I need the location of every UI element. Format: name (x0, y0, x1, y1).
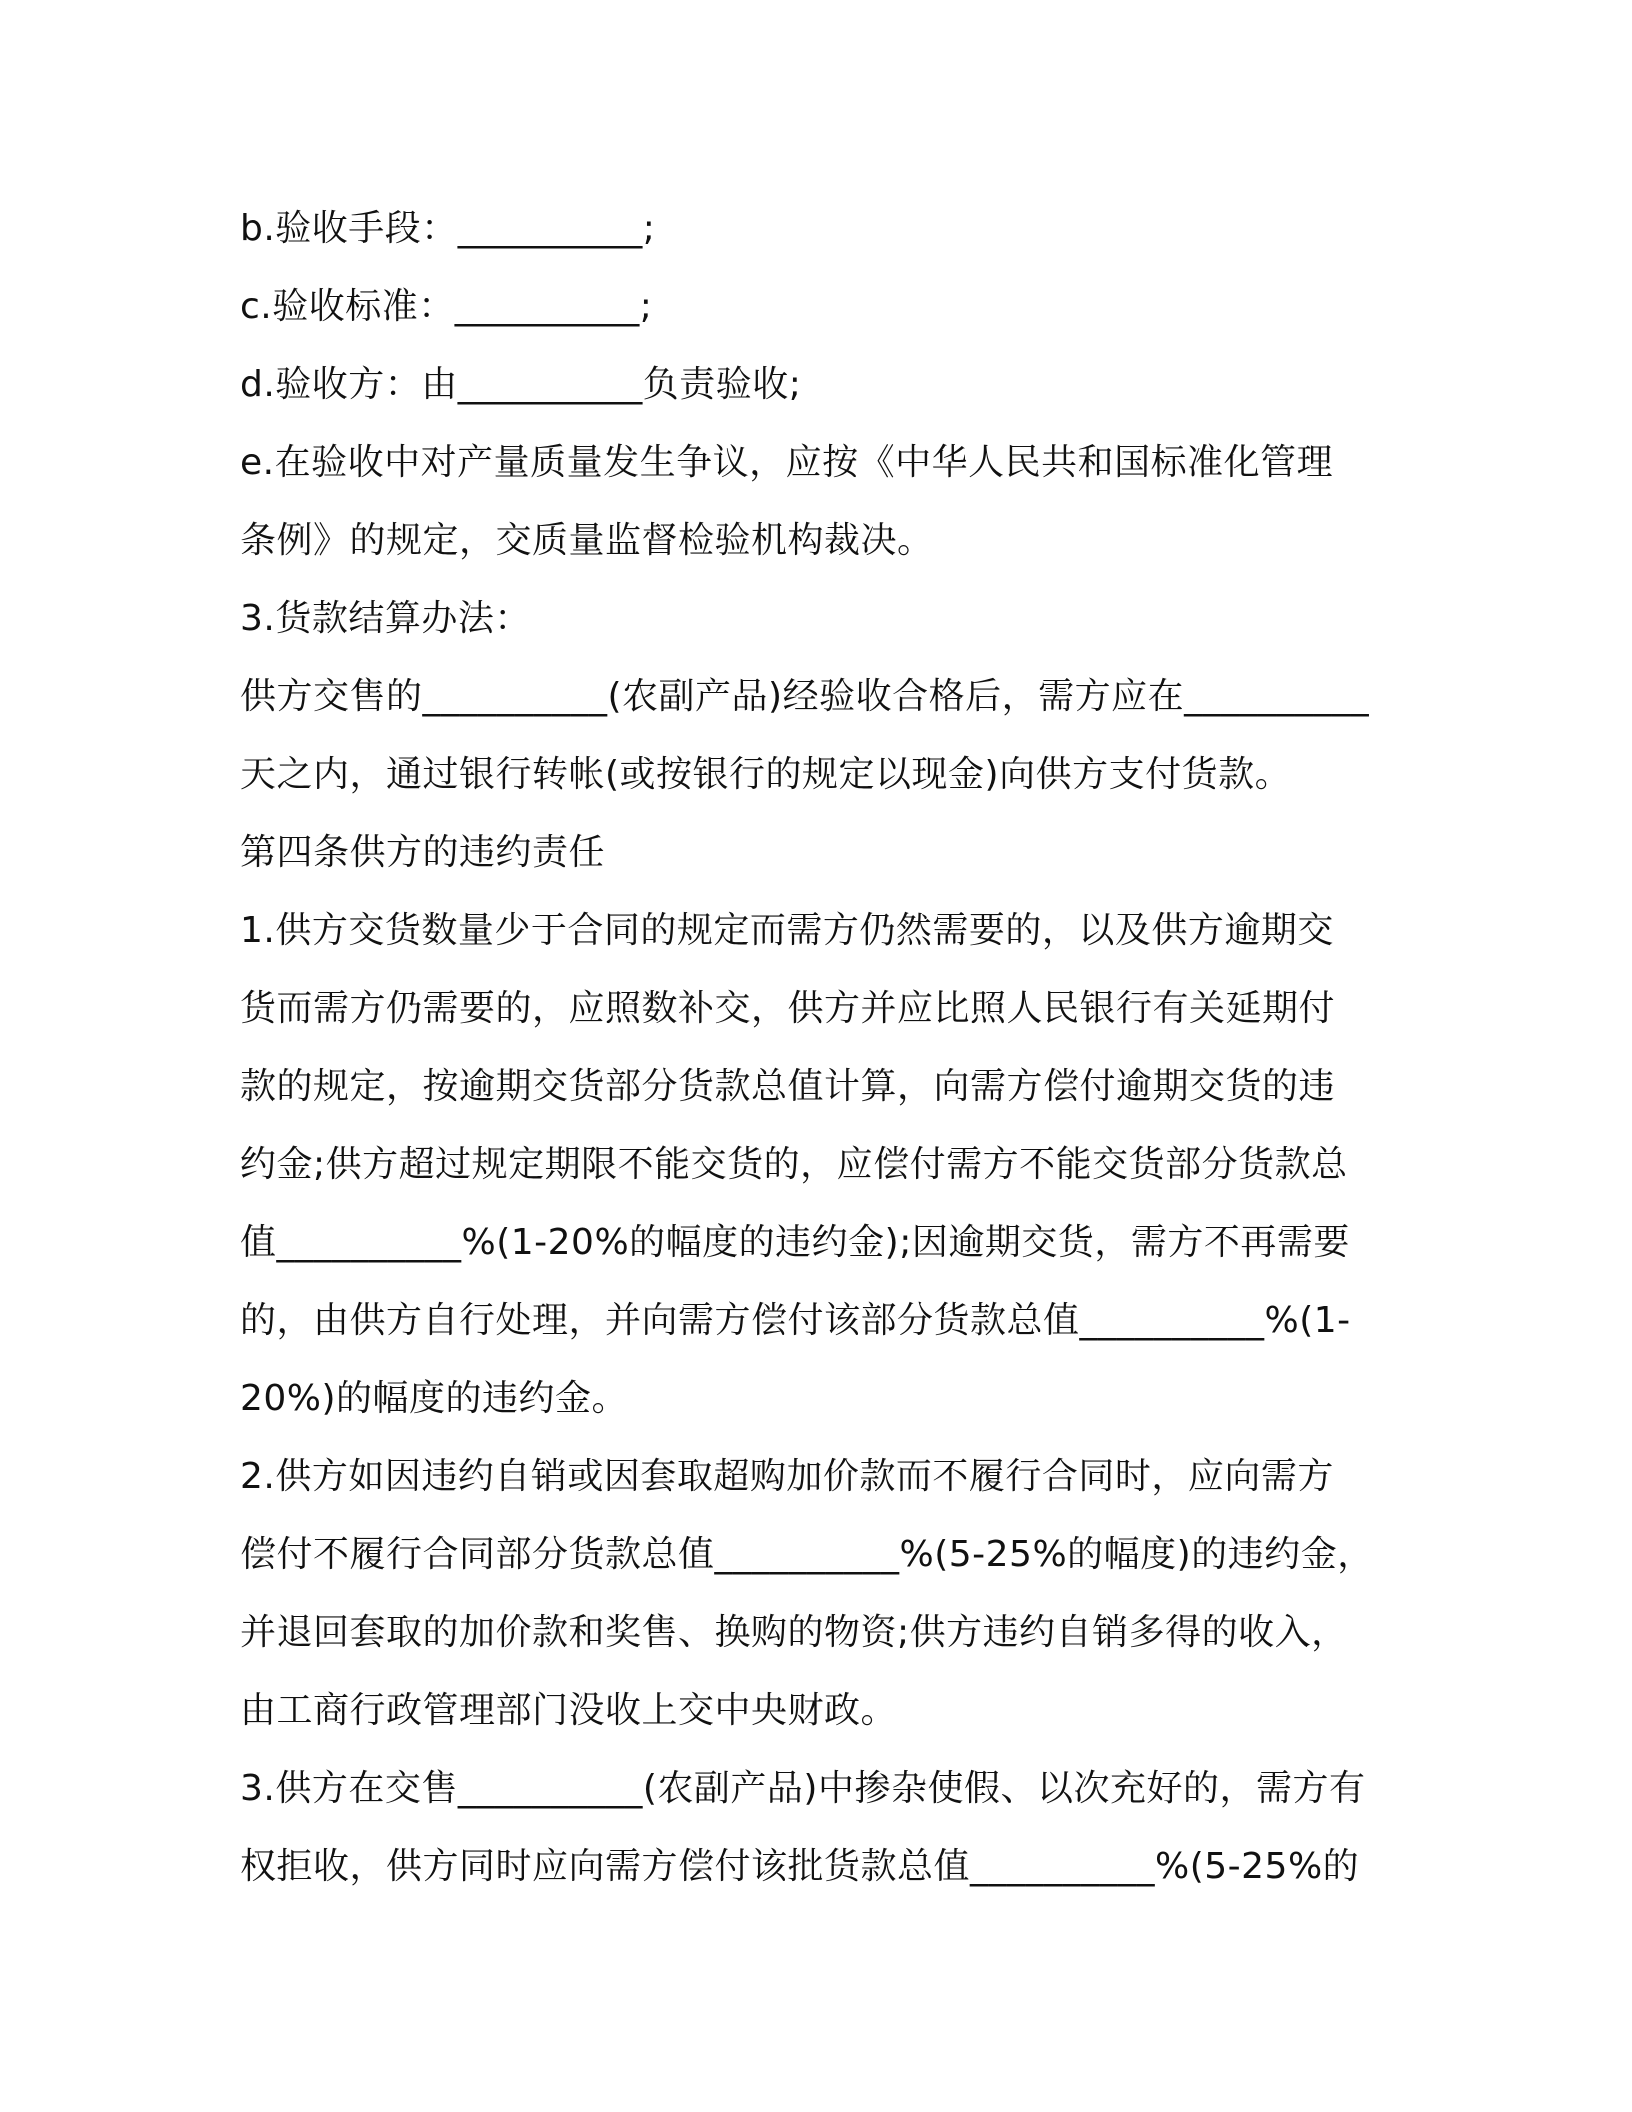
text-line: e.在验收中对产量质量发生争议，应按《中华人民共和国标准化管理 (240, 442, 1334, 483)
text-line: 款的规定，按逾期交货部分货款总值计算，向需方偿付逾期交货的违 (240, 1066, 1336, 1107)
text-line: 的，由供方自行处理，并向需方偿付该部分货款总值__________%(1- (240, 1300, 1351, 1341)
text-line: 偿付不履行合同部分货款总值__________%(5-25%的幅度)的违约金， (240, 1534, 1374, 1575)
text-line: 3.供方在交售__________(农副产品)中掺杂使假、以次充好的，需方有 (240, 1768, 1366, 1809)
section-heading: 第四条供方的违约责任 (240, 832, 606, 873)
text-line: b.验收手段：__________; (240, 208, 656, 249)
text-line: d.验收方：由__________负责验收; (240, 364, 802, 405)
text-line: 由工商行政管理部门没收上交中央财政。 (240, 1690, 898, 1731)
text-line: 3.货款结算办法： (240, 598, 531, 639)
text-line: c.验收标准：__________; (240, 286, 653, 327)
text-line: 权拒收，供方同时应向需方偿付该批货款总值__________%(5-25%的 (240, 1846, 1360, 1887)
text-line: 并退回套取的加价款和奖售、换购的物资;供方违约自销多得的收入， (240, 1612, 1348, 1653)
text-line: 值__________%(1-20%的幅度的违约金);因逾期交货，需方不再需要 (240, 1222, 1350, 1263)
text-line: 条例》的规定，交质量监督检验机构裁决。 (240, 520, 934, 561)
text-line: 20%)的幅度的违约金。 (240, 1378, 629, 1419)
text-line: 2.供方如因违约自销或因套取超购加价款而不履行合同时，应向需方 (240, 1456, 1334, 1497)
text-line: 货而需方仍需要的，应照数补交，供方并应比照人民银行有关延期付 (240, 988, 1336, 1029)
text-line: 天之内，通过银行转帐(或按银行的规定以现金)向供方支付货款。 (240, 754, 1292, 795)
text-line: 供方交售的__________(农副产品)经验收合格后，需方应在__________ (240, 676, 1370, 717)
text-line: 约金;供方超过规定期限不能交货的，应偿付需方不能交货部分货款总 (240, 1144, 1348, 1185)
document-body (240, 190, 1390, 1906)
text-line: 1.供方交货数量少于合同的规定而需方仍然需要的，以及供方逾期交 (240, 910, 1334, 951)
